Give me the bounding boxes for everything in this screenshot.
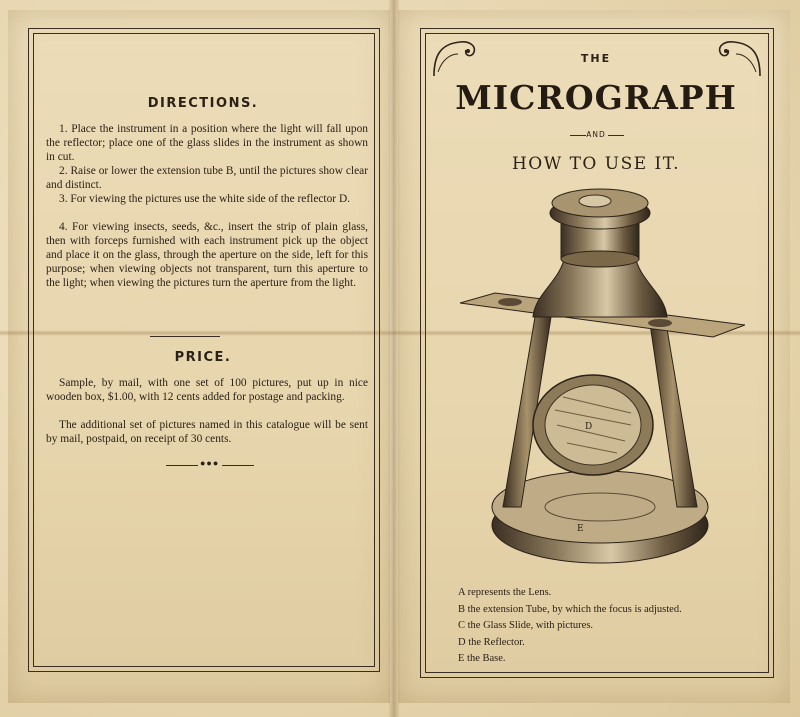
price-heading: PRICE. [174,350,232,365]
directions-heading: DIRECTIONS. [147,96,259,111]
figure-legend [458,585,758,668]
section-rule [150,336,220,337]
direction-3: 3. For viewing the pictures use the white side of the reflector D. [59,193,351,205]
page-title: MICROGRAPH [455,78,737,117]
price-text-1: Sample, by mail, with one set of 100 pictures, put up in nice wooden box, $1.00, with 12 cents added for postage and packing. [46,377,368,403]
title-the: THE [580,52,612,65]
title-and: AND [586,130,606,139]
end-rule-left [166,465,198,466]
legend-item-d: D the Reflector. [458,636,525,648]
and-rule-left [570,135,586,136]
legend-item-b: B the extension Tube, by which the focus is adjusted. [458,603,682,615]
legend-item-c: C the Glass Slide, with pictures. [458,620,594,631]
direction-2: 2. Raise or lower the extension tube B, until the pictures show clear and distinct. [46,165,368,191]
direction-4: 4. For viewing insects, seeds, &c., insert the strip of plain glass, then with forceps furnished with each instrument pick up the object and place it on the glass, through the aperture on the side, left for this purpose; when viewing objects not transparent, turn this aperture to the light; when viewing the pictures turn the aperture from the light. [46,221,368,289]
center-fold [388,0,400,717]
legend-item-e: E the Base. [458,653,506,664]
price-text-2: The additional set of pictures named in this catalogue will be sent by mail, postpaid, on receipt of 30 cents. [46,419,368,445]
end-rule-right [222,465,254,466]
and-rule-right [608,135,624,136]
end-ornament: ●●● [200,458,220,468]
micrograph-illustration-icon [455,185,745,580]
direction-1: 1. Place the instrument in a position where the light will fall upon the reflector; place one of the glass slides in the instrument as shown in cut. [46,123,368,163]
label-e: E [577,524,584,534]
subtitle: HOW TO USE IT. [511,154,681,174]
label-d: D [585,422,593,432]
legend-item-a: A represents the Lens. [458,587,552,598]
